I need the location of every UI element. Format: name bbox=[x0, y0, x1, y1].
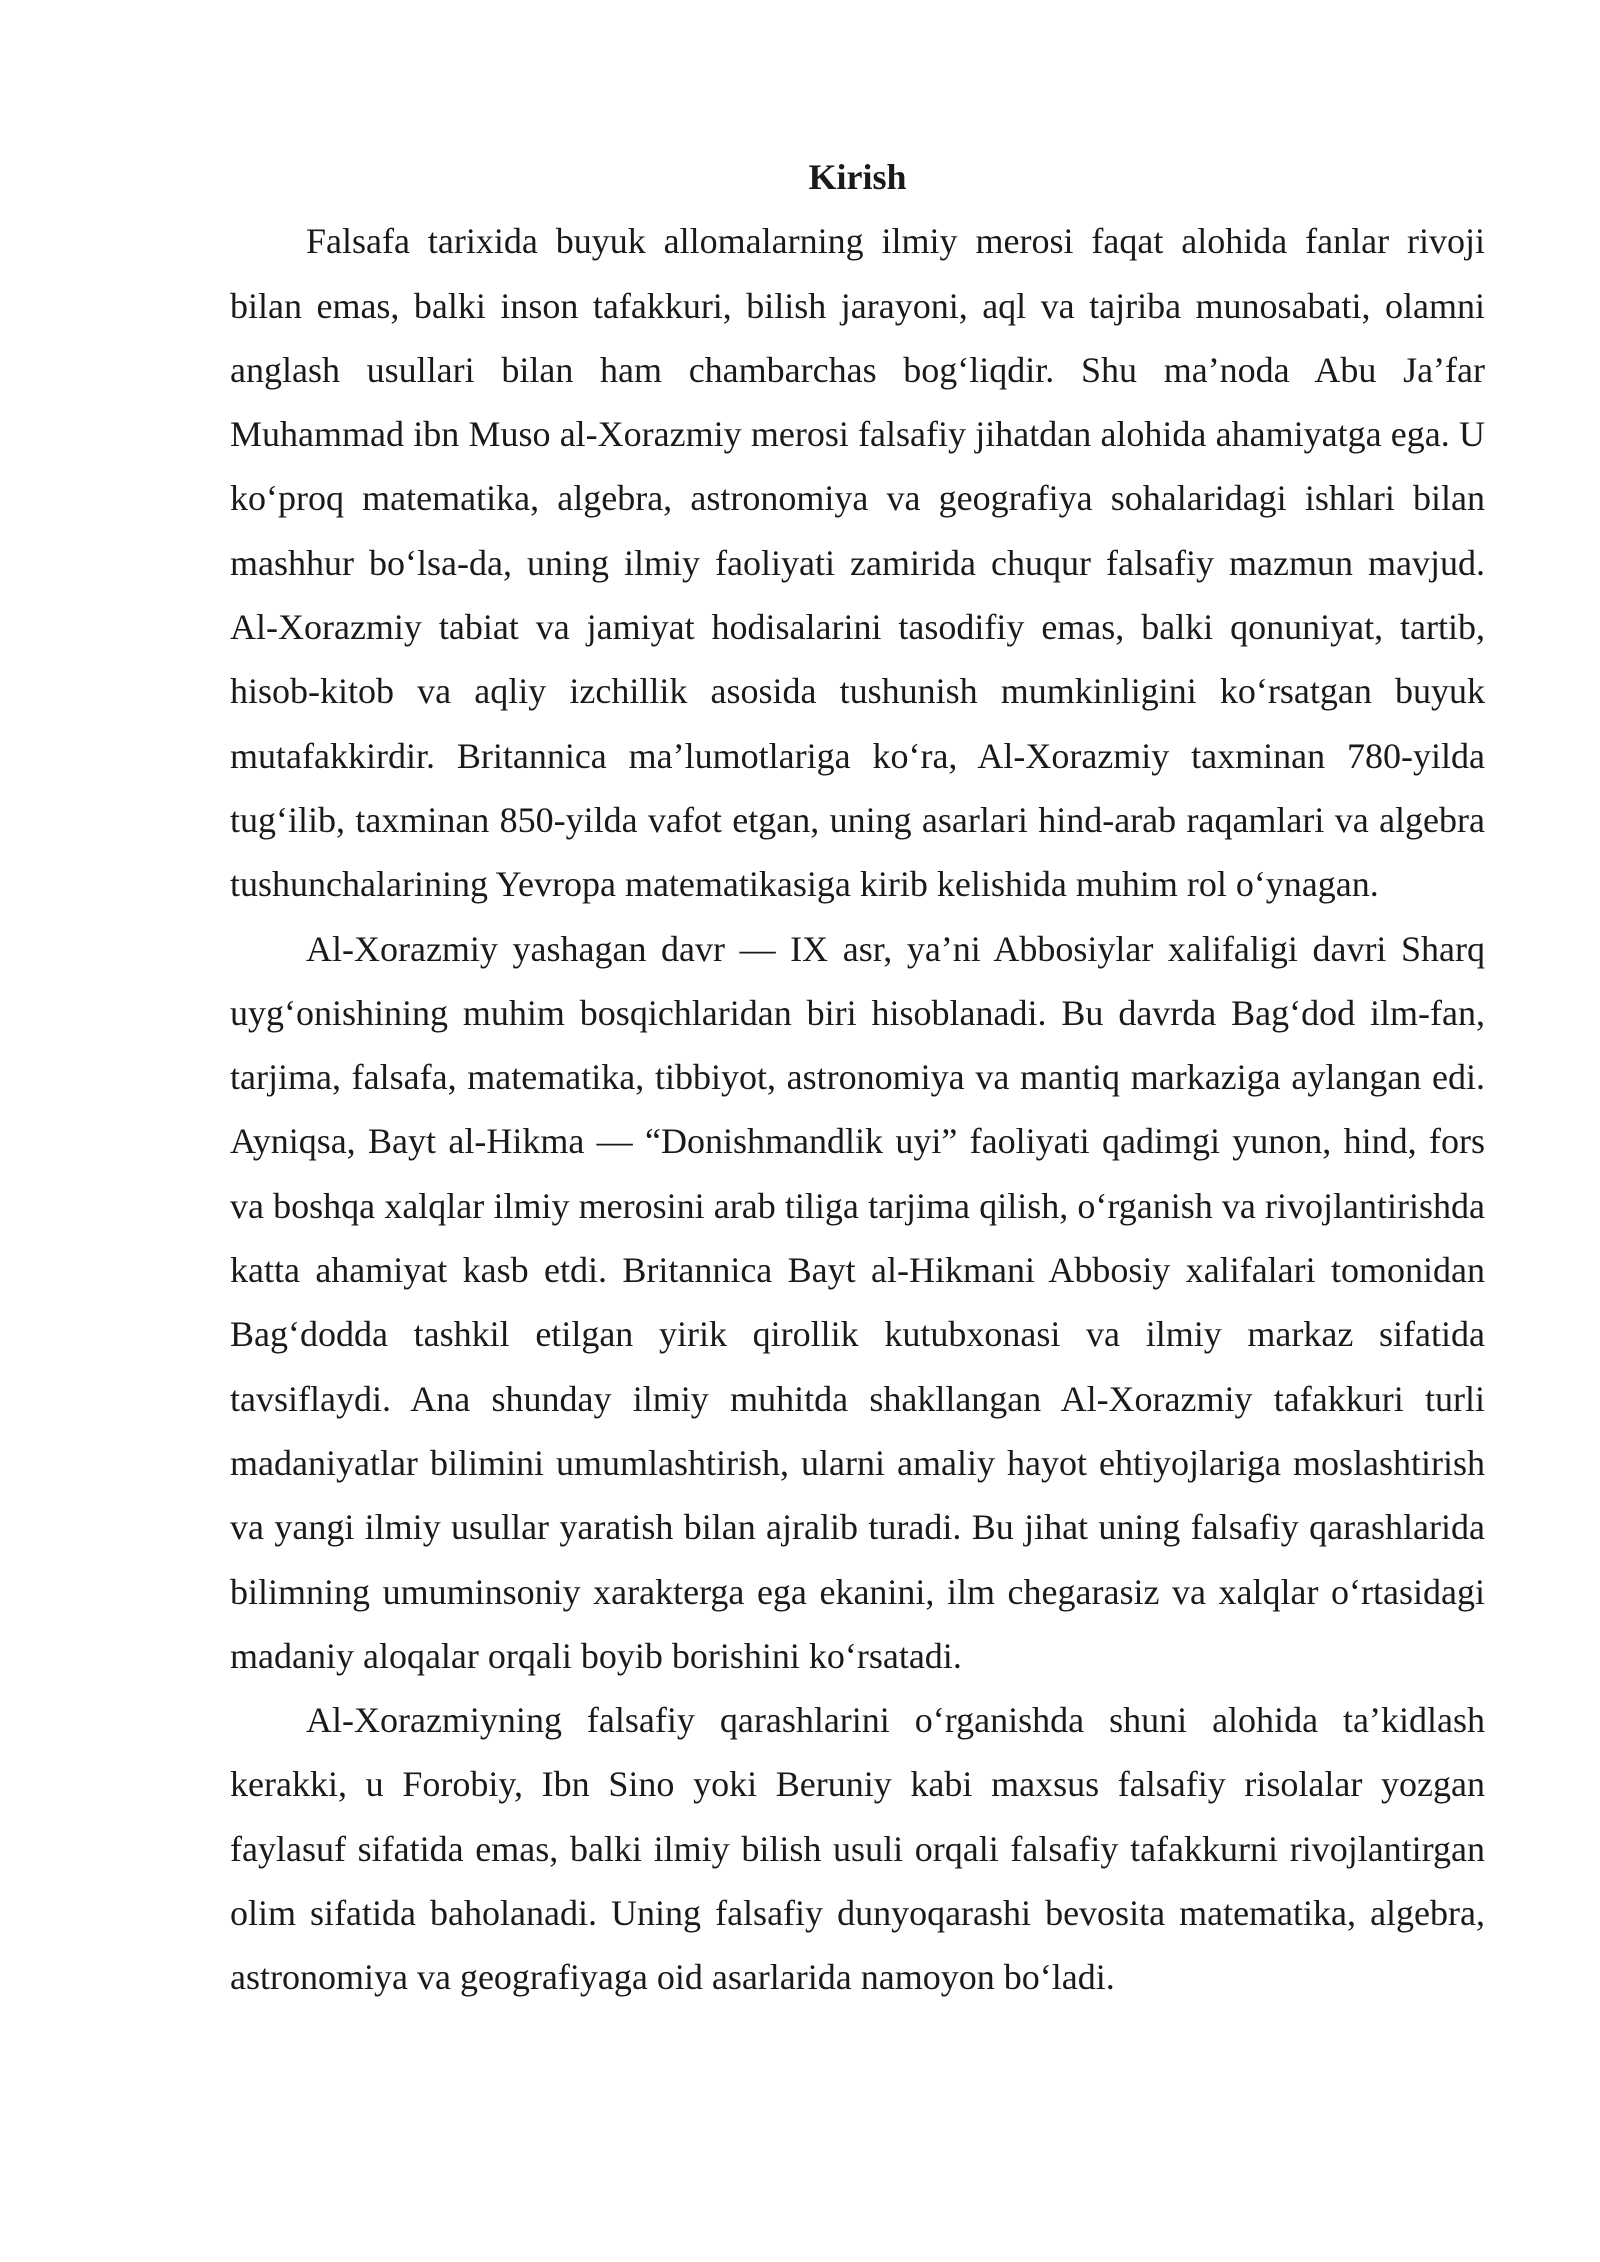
document-body bbox=[230, 145, 1485, 2010]
page-title: Kirish bbox=[808, 157, 907, 197]
paragraph-3: Al-Xorazmiyning falsafiy qarashlarini o‘rganishda shuni alohida ta’kidlash kerakki, u Forobiy, Ibn Sino yoki Beruniy kabi maxsus falsafiy risolalar yozgan faylasuf sifatida emas, balki ilmiy bilish usuli orqali falsafiy tafakkurni rivojlantirgan olim sifatida baholanadi. Uning falsafiy dunyoqarashi bevosita matematika, algebra, astronomiya va geografiyaga oid asarlarida namoyon bo‘ladi. bbox=[230, 1700, 1485, 1998]
paragraph-2: Al-Xorazmiy yashagan davr — IX asr, ya’ni Abbosiylar xalifaligi davri Sharq uyg‘onishining muhim bosqichlaridan biri hisoblanadi. Bu davrda Bag‘dod ilm-fan, tarjima, falsafa, matematika, tibbiyot, astronomiya va mantiq markaziga aylangan edi. Ayniqsa, Bayt al-Hikma — “Donishmandlik uyi” faoliyati qadimgi yunon, hind, fors va boshqa xalqlar ilmiy merosini arab tiliga tarjima qilish, o‘rganish va rivojlantirishda katta ahamiyat kasb etdi. Britannica Bayt al-Hikmani Abbosiy xalifalari tomonidan Bag‘dodda tashkil etilgan yirik qirollik kutubxonasi va ilmiy markaz sifatida tavsiflaydi. Ana shunday ilmiy muhitda shakllangan Al-Xorazmiy tafakkuri turli madaniyatlar bilimini umumlashtirish, ularni amaliy hayot ehtiyojlariga moslashtirish va yangi ilmiy usullar yaratish bilan ajralib turadi. Bu jihat uning falsafiy qarashlarida bilimning umuminsoniy xarakterga ega ekanini, ilm chegarasiz va xalqlar o‘rtasidagi madaniy aloqalar orqali boyib borishini ko‘rsatadi. bbox=[230, 928, 1485, 1676]
paragraph-1: Falsafa tarixida buyuk allomalarning ilmiy merosi faqat alohida fanlar rivoji bilan emas, balki inson tafakkuri, bilish jarayoni, aql va tajriba munosabati, olamni anglash usullari bilan ham chambarchas bog‘liqdir. Shu ma’noda Abu Ja’far Muhammad ibn Muso al-Xorazmiy merosi falsafiy jihatdan alohida ahamiyatga ega. U ko‘proq matematika, algebra, astronomiya va geografiya sohalaridagi ishlari bilan mashhur bo‘lsa-da, uning ilmiy faoliyati zamirida chuqur falsafiy mazmun mavjud. Al-Xorazmiy tabiat va jamiyat hodisalarini tasodifiy emas, balki qonuniyat, tartib, hisob-kitob va aqliy izchillik asosida tushunish mumkinligini ko‘rsatgan buyuk mutafakkirdir. Britannica ma’lumotlariga ko‘ra, Al-Xorazmiy taxminan 780-yilda tug‘ilib, taxminan 850-yilda vafot etgan, uning asarlari hind-arab raqamlari va algebra tushunchalarining Yevropa matematikasiga kirib kelishida muhim rol o‘ynagan. bbox=[230, 221, 1485, 905]
